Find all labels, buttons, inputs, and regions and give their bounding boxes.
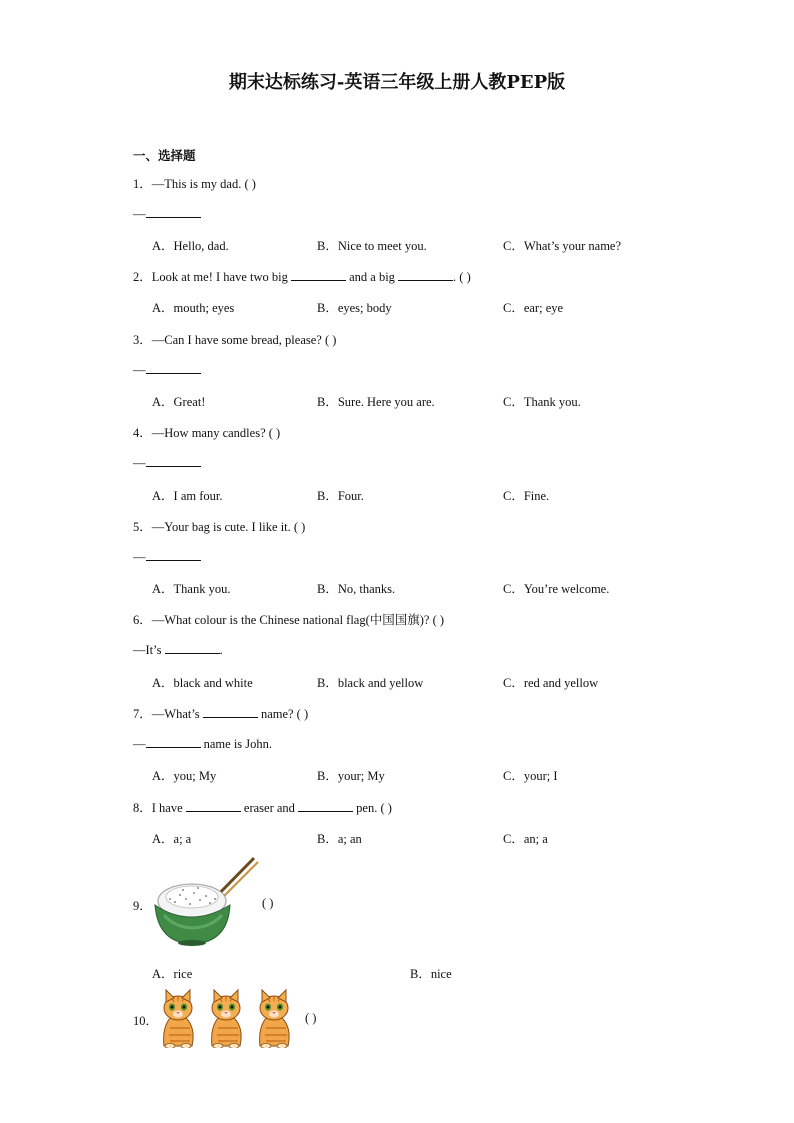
option-5b[interactable]: B．No, thanks. xyxy=(317,582,396,596)
answer-blank[interactable] xyxy=(298,799,353,812)
question-9-number: 9． xyxy=(133,899,152,913)
question-4: 4．—How many candles? ( ) xyxy=(133,426,281,440)
question-10-paren: ( ) xyxy=(305,1011,317,1025)
cats-image xyxy=(158,988,306,1048)
option-6b[interactable]: B．black and yellow xyxy=(317,676,424,690)
option-3b[interactable]: B．Sure. Here you are. xyxy=(317,395,435,409)
answer-blank[interactable] xyxy=(291,268,346,281)
option-5a[interactable]: A．Thank you. xyxy=(152,582,231,596)
answer-blank[interactable] xyxy=(146,205,201,218)
answer-blank[interactable] xyxy=(146,361,201,374)
option-4c[interactable]: C．Fine. xyxy=(503,489,550,503)
answer-blank[interactable] xyxy=(186,799,241,812)
question-1 xyxy=(133,174,256,192)
answer-line-7: — name is John. xyxy=(133,737,273,751)
answer-blank[interactable] xyxy=(398,268,453,281)
option-4a[interactable]: A．I am four. xyxy=(152,489,223,503)
question-5: 5．—Your bag is cute. I like it. ( ) xyxy=(133,520,306,534)
option-8a[interactable]: A．a; a xyxy=(152,832,192,846)
option-9a[interactable]: A．rice xyxy=(152,967,193,981)
question-3: 3．—Can I have some bread, please? ( ) xyxy=(133,333,337,347)
answer-blank[interactable] xyxy=(203,705,258,718)
question-stem: —This is my dad. ( ) xyxy=(151,177,256,191)
option-9b[interactable]: B．nice xyxy=(410,967,452,981)
option-2c[interactable]: C．ear; eye xyxy=(503,301,564,315)
option-1b[interactable]: B．Nice to meet you. xyxy=(317,239,427,253)
option-2b[interactable]: B．eyes; body xyxy=(317,301,392,315)
option-5c[interactable]: C．You’re welcome. xyxy=(503,582,610,596)
question-10-number: 10． xyxy=(133,1014,159,1028)
answer-line-5: — xyxy=(133,548,201,565)
answer-blank[interactable] xyxy=(146,548,201,561)
option-1a[interactable]: A．Hello, dad. xyxy=(152,239,229,253)
question-2: 2．Look at me! I have two big and a big . ( ) xyxy=(133,270,471,284)
question-9-paren: ( ) xyxy=(262,896,274,910)
answer-blank[interactable] xyxy=(146,735,201,748)
option-1c[interactable]: C．What’s your name? xyxy=(503,239,622,253)
page-title: 期末达标练习-英语三年级上册人教PEP版 xyxy=(228,72,566,93)
option-3c[interactable]: C．Thank you. xyxy=(503,395,581,409)
answer-line-1: — xyxy=(133,205,201,222)
option-7b[interactable]: B．your; My xyxy=(317,769,385,783)
option-2a[interactable]: A．mouth; eyes xyxy=(152,301,235,315)
answer-line-4: — xyxy=(133,454,201,471)
rice-bowl-image xyxy=(150,855,260,950)
answer-line-6: —It’s . xyxy=(133,643,223,657)
option-6c[interactable]: C．red and yellow xyxy=(503,676,599,690)
section-heading: 一、选择题 xyxy=(133,148,196,163)
option-4b[interactable]: B．Four. xyxy=(317,489,364,503)
option-7c[interactable]: C．your; I xyxy=(503,769,558,783)
option-8c[interactable]: C．an; a xyxy=(503,832,548,846)
option-3a[interactable]: A．Great! xyxy=(152,395,206,409)
answer-line-3: — xyxy=(133,361,201,378)
option-7a[interactable]: A．you; My xyxy=(152,769,217,783)
option-8b[interactable]: B．a; an xyxy=(317,832,362,846)
question-6: 6．—What colour is the Chinese national flag(中国国旗)? ( ) xyxy=(133,613,445,627)
question-number: 1． xyxy=(133,177,152,191)
question-7: 7．—What’s name? ( ) xyxy=(133,707,309,721)
option-6a[interactable]: A．black and white xyxy=(152,676,253,690)
question-8: 8．I have eraser and pen. ( ) xyxy=(133,801,392,815)
answer-blank[interactable] xyxy=(146,454,201,467)
answer-blank[interactable] xyxy=(165,641,220,654)
